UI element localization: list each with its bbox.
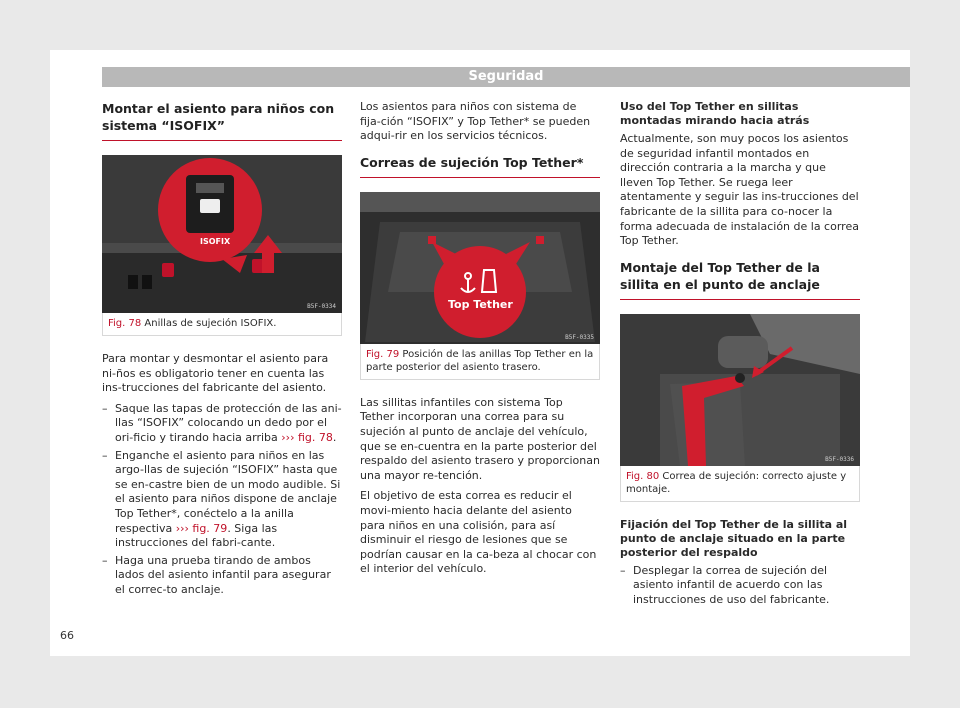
list-item: – Haga una prueba tirando de ambos lados del asiento infantil para asegurar el correc-to anclaje. [102,553,331,596]
strap-illustration [620,314,860,466]
figure-code: B5F-0334 [307,303,336,310]
step-list [620,564,860,608]
top-tether-label: Top Tether [448,297,513,311]
caption-text: Anillas de sujeción ISOFIX. [144,318,277,329]
manual-page [50,50,910,656]
page-number: 66 [60,629,74,642]
caption-text: Posición de las anillas Top Tether en la parte posterior del asiento trasero. [366,348,594,373]
subheading-fixing: Fijación del Top Tether de la sillita al punto de anclaje situado en la parte posterior del respaldo [620,517,848,559]
column-2 [360,100,600,583]
figure-number: Fig. 78 [108,318,142,329]
intro-paragraph: Para montar y desmontar el asiento para ni-ños es obligatorio tener en cuenta las ins-trucciones del fabricante del asiento. [102,352,329,395]
figure-caption [620,466,860,502]
figure-caption [102,313,342,336]
figure-caption [360,344,600,380]
list-item: – Desplegar la correa de sujeción del asiento infantil de acuerdo con las instrucciones de uso del fabricante. [620,563,830,606]
section-heading-mounting: Montaje del Top Tether de la sillita en el punto de anclaje [620,259,860,300]
figure-80-strap [620,314,860,466]
list-item: – Saque las tapas de protección de las ani-llas “ISOFIX” colocando un dedo por el ori-ficio y tirando hacia arriba ››› fig. 78. [102,401,342,444]
body-paragraph: Las sillitas infantiles con sistema Top Tether incorporan una correa para su sujeción al punto de anclaje del vehículo, que se en-cuentra en la parte posterior del respaldo del asiento trasero y proporcionan una mayor re-tención. [360,395,600,482]
isofix-label: ISOFIX [200,237,231,246]
figure-code: B5F-0336 [825,455,854,463]
figure-79-top-tether [360,192,600,344]
figure-78-isofix [102,155,342,313]
column-1 [102,100,342,601]
intro-paragraph: Los asientos para niños con sistema de fija-ción “ISOFIX” y Top Tether* se pueden adqui-rir en los servicios técnicos. [360,100,591,143]
top-tether-illustration [360,192,600,344]
column-3 [620,100,860,611]
figure-number: Fig. 80 [626,470,660,482]
body-paragraph: El objetivo de esta correa es reducir el movi-miento hacia delante del asiento para niños en una colisión, para así disminuir el riesgo de lesiones que se podrían causar en la ca-beza al chocar con el interior del vehículo. [360,489,597,576]
section-heading-isofix: Montar el asiento para niños con sistema “ISOFIX” [102,100,342,141]
list-item: – Enganche el asiento para niños en las argo-llas de sujeción “ISOFIX” hasta que se en-castre bien de un modo audible. Si el asiento para niños dispone de anclaje Top Tether*, conéctelo a la anilla respectiva ››› fig. 79. Siga las instrucciones del fabri-cante. [102,448,341,550]
figure-link[interactable]: ››› fig. 79 [175,521,228,535]
figure-code: B5F-0335 [565,333,594,341]
subheading-rear-facing: Uso del Top Tether en sillitas montadas mirando hacia atrás [620,100,810,127]
figure-link[interactable]: ››› fig. 78 [281,430,333,444]
step-list [102,402,342,598]
body-paragraph: Actualmente, son muy pocos los asientos de seguridad infantil montados en dirección contraria a la marcha y que lleven Top Tether. Se ruega leer atentamente y seguir las ins-trucciones del fabricante de la sillita para co-nocer la forma adecuada de instalación de la correa Top Tether. [620,132,859,248]
caption-text: Correa de sujeción: correcto ajuste y montaje. [626,470,847,495]
section-heading-top-tether: Correas de sujeción Top Tether* [360,154,600,178]
isofix-illustration [102,155,342,313]
figure-number: Fig. 79 [366,348,400,360]
section-header: Seguridad [102,67,910,87]
